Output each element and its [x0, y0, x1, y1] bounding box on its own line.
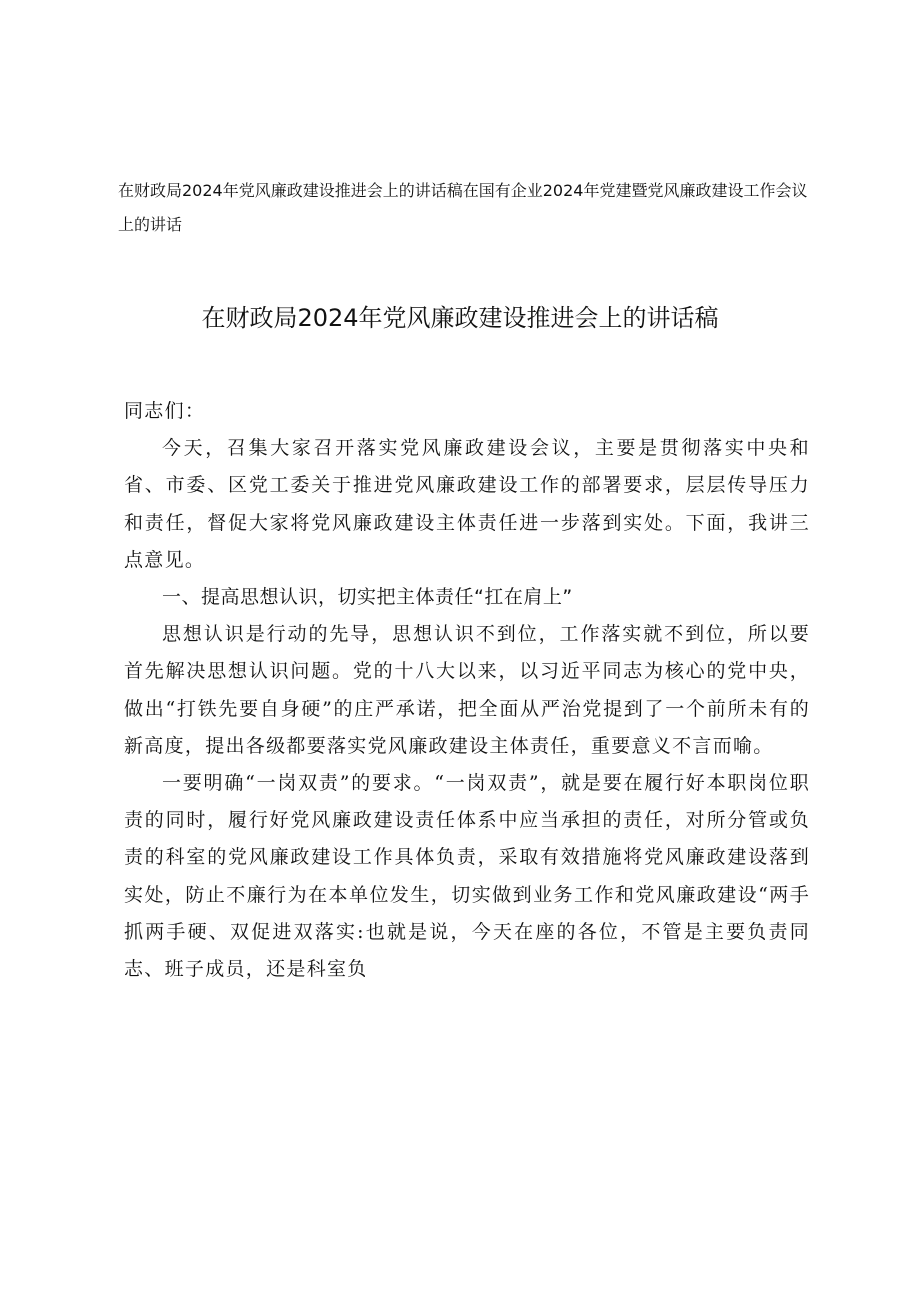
paragraph-intro: 今天，召集大家召开落实党风廉政建设会议，主要是贯彻落实中央和省、市委、区党工委关于推进党风廉政建设工作的部署要求，层层传导压力和责任，督促大家将党风廉政建设主体责任进一步落到实处。下面，我讲三点意见。 [124, 437, 810, 571]
paragraph-thinking: 思想认识是行动的先导，思想认识不到位，工作落实就不到位，所以要首先解决思想认识问题。党的十八大以来，以习近平同志为核心的党中央，做出“打铁先要自身硬”的庄严承诺，把全面从严治党提到了一个前所未有的新高度，提出各级都要落实党风廉政建设主体责任，重要意义不言而喻。 [124, 623, 810, 757]
document-body [124, 393, 810, 988]
document-header-title: 在财政局2024年党风廉政建设推进会上的讲话稿在国有企业2024年党建暨党风廉政建设工作会议上的讲话 [118, 181, 808, 234]
paragraph-one-post-two-duties: 一要明确“一岗双责”的要求。“一岗双责”，就是要在履行好本职岗位职责的同时，履行好党风廉政建设责任体系中应当承担的责任，对所分管或负责的科室的党风廉政建设工作具体负责，采取有效措施将党风廉政建设落到实处，防止不廉行为在本单位发生，切实做到业务工作和党风廉政建设“两手抓两手硬、双促进双落实:也就是说，今天在座的各位，不管是主要负责同志、班子成员，还是科室负 [124, 772, 810, 981]
document-title: 在财政局2024年党风廉政建设推进会上的讲话稿 [201, 304, 719, 332]
salutation: 同志们： [124, 400, 206, 422]
section-heading-one: 一、提高思想认识，切实把主体责任“扛在肩上” [162, 586, 573, 609]
